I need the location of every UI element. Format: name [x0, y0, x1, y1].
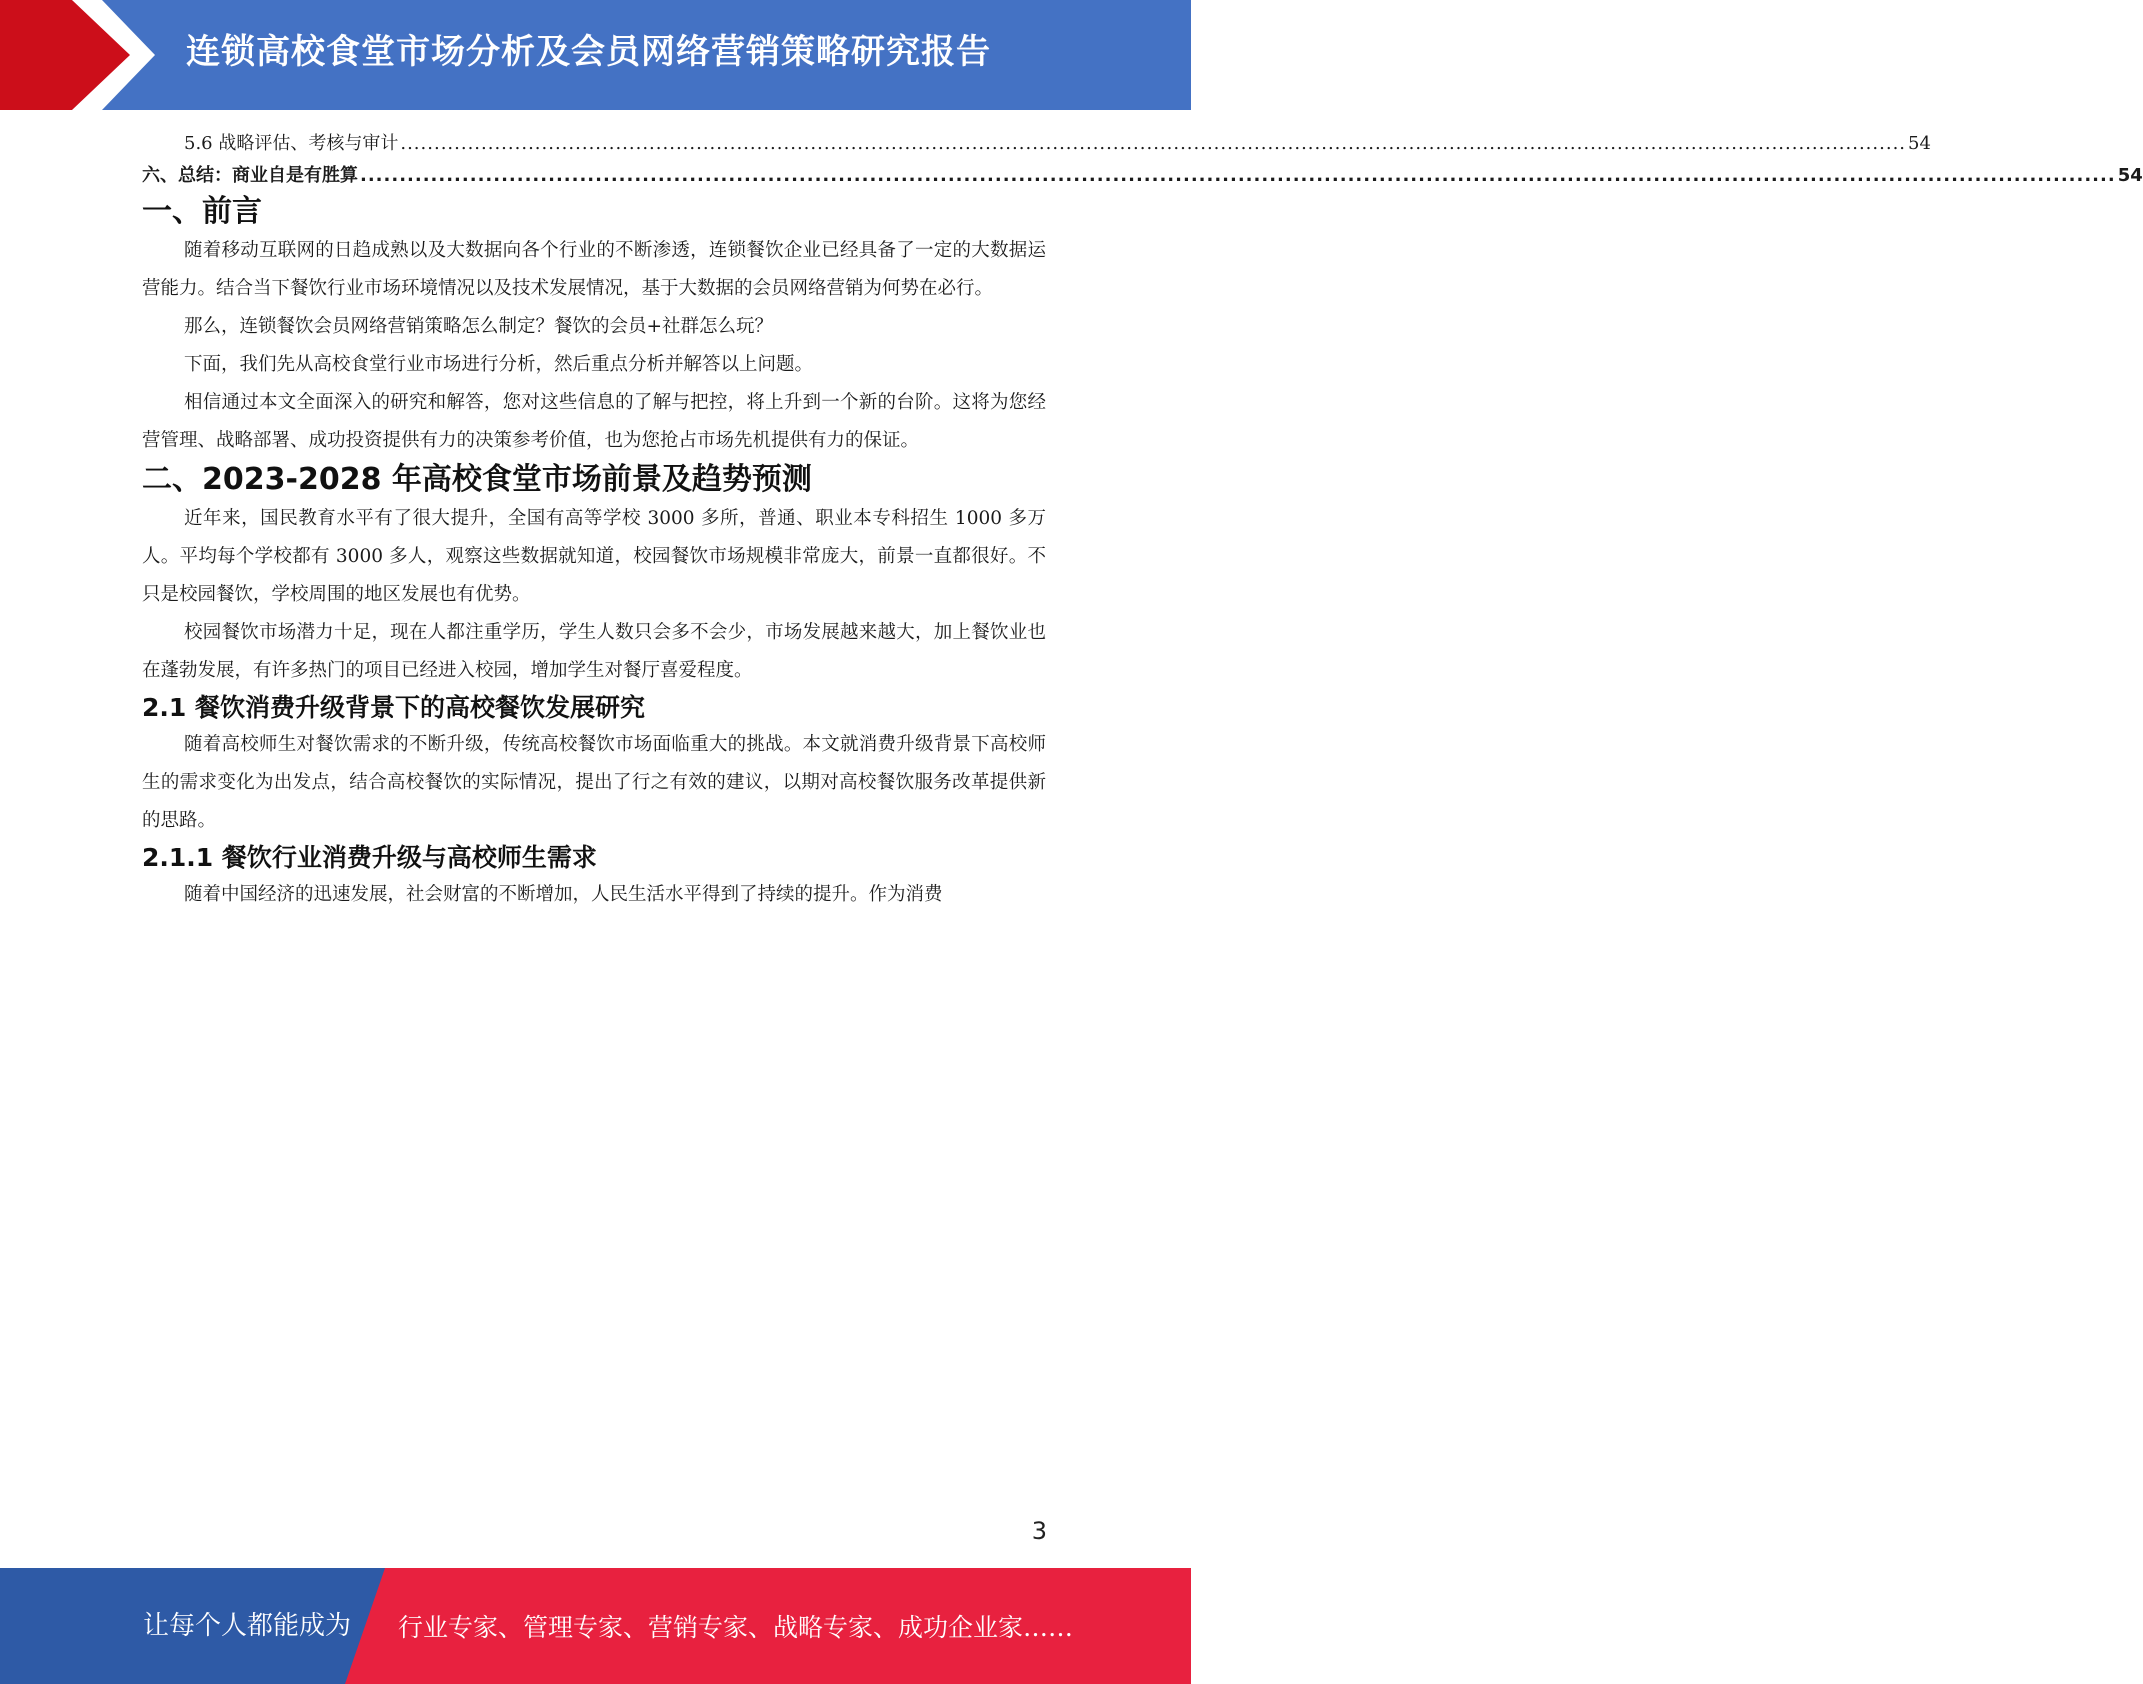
footer-slogan-left: 让每个人都能成为 — [143, 1611, 352, 1641]
toc-entry-title: 六、总结：商业自是有胜算 — [142, 165, 358, 186]
section-heading-preface: 一、前言 — [142, 194, 262, 229]
toc-entry[interactable] — [142, 160, 2143, 192]
page-content — [142, 128, 2143, 914]
body-paragraph: 随着高校师生对餐饮需求的不断升级，传统高校餐饮市场面临重大的挑战。本文就消费升级背景下高校师生的需求变化为出发点，结合高校餐饮的实际情况，提出了行之有效的建议，以期对高校餐饮服务改革提供新的思路。 — [142, 734, 1046, 831]
toc-entry-title: 5.6 战略评估、考核与审计 — [184, 133, 399, 154]
subsection-heading-2-1-1: 2.1.1 餐饮行业消费升级与高校师生需求 — [142, 843, 597, 872]
header-chevron-decoration — [0, 0, 200, 110]
body-paragraph: 随着移动互联网的日趋成熟以及大数据向各个行业的不断渗透，连锁餐饮企业已经具备了一定的大数据运营能力。结合当下餐饮行业市场环境情况以及技术发展情况，基于大数据的会员网络营销为何势在必行。 — [142, 240, 1046, 299]
section-heading-outlook: 二、2023-2028 年高校食堂市场前景及趋势预测 — [142, 462, 812, 497]
page-footer — [0, 1568, 1191, 1684]
page-header — [0, 0, 1191, 110]
body-paragraph: 相信通过本文全面深入的研究和解答，您对这些信息的了解与把控，将上升到一个新的台阶。这将为您经营管理、战略部署、成功投资提供有力的决策参考价值，也为您抢占市场先机提供有力的保证。 — [142, 392, 1046, 451]
toc-leader-dots: ................................................................................................................................................................................................................................ — [400, 133, 1907, 154]
body-paragraph: 下面，我们先从高校食堂行业市场进行分析，然后重点分析并解答以上问题。 — [184, 354, 814, 375]
toc-entry-page: 54 — [1908, 133, 1931, 154]
page-number: 3 — [1031, 1517, 1047, 1545]
report-title: 连锁高校食堂市场分析及会员网络营销策略研究报告 — [186, 32, 991, 72]
body-paragraph: 近年来，国民教育水平有了很大提升，全国有高等学校 3000 多所，普通、职业本专科招生 1000 多万人。平均每个学校都有 3000 多人，观察这些数据就知道，校园餐饮市场规模非常庞大，前景一直都很好。不只是校园餐饮，学校周围的地区发展也有优势。 — [142, 508, 1046, 605]
toc-entry-page: 54 — [2117, 165, 2143, 186]
toc-leader-dots: ................................................................................................................................................................................................................................ — [360, 165, 2116, 186]
toc-entry[interactable] — [142, 128, 1931, 160]
subsection-heading-2-1: 2.1 餐饮消费升级背景下的高校餐饮发展研究 — [142, 693, 645, 722]
body-paragraph: 校园餐饮市场潜力十足，现在人都注重学历，学生人数只会多不会少，市场发展越来越大，加上餐饮业也在蓬勃发展，有许多热门的项目已经进入校园，增加学生对餐厅喜爱程度。 — [142, 622, 1046, 681]
body-paragraph: 那么，连锁餐饮会员网络营销策略怎么制定？餐饮的会员+社群怎么玩？ — [184, 316, 774, 337]
body-paragraph: 随着中国经济的迅速发展，社会财富的不断增加，人民生活水平得到了持续的提升。作为消费 — [184, 884, 943, 905]
footer-slogan-right: 行业专家、管理专家、营销专家、战略专家、成功企业家…… — [398, 1613, 1074, 1642]
